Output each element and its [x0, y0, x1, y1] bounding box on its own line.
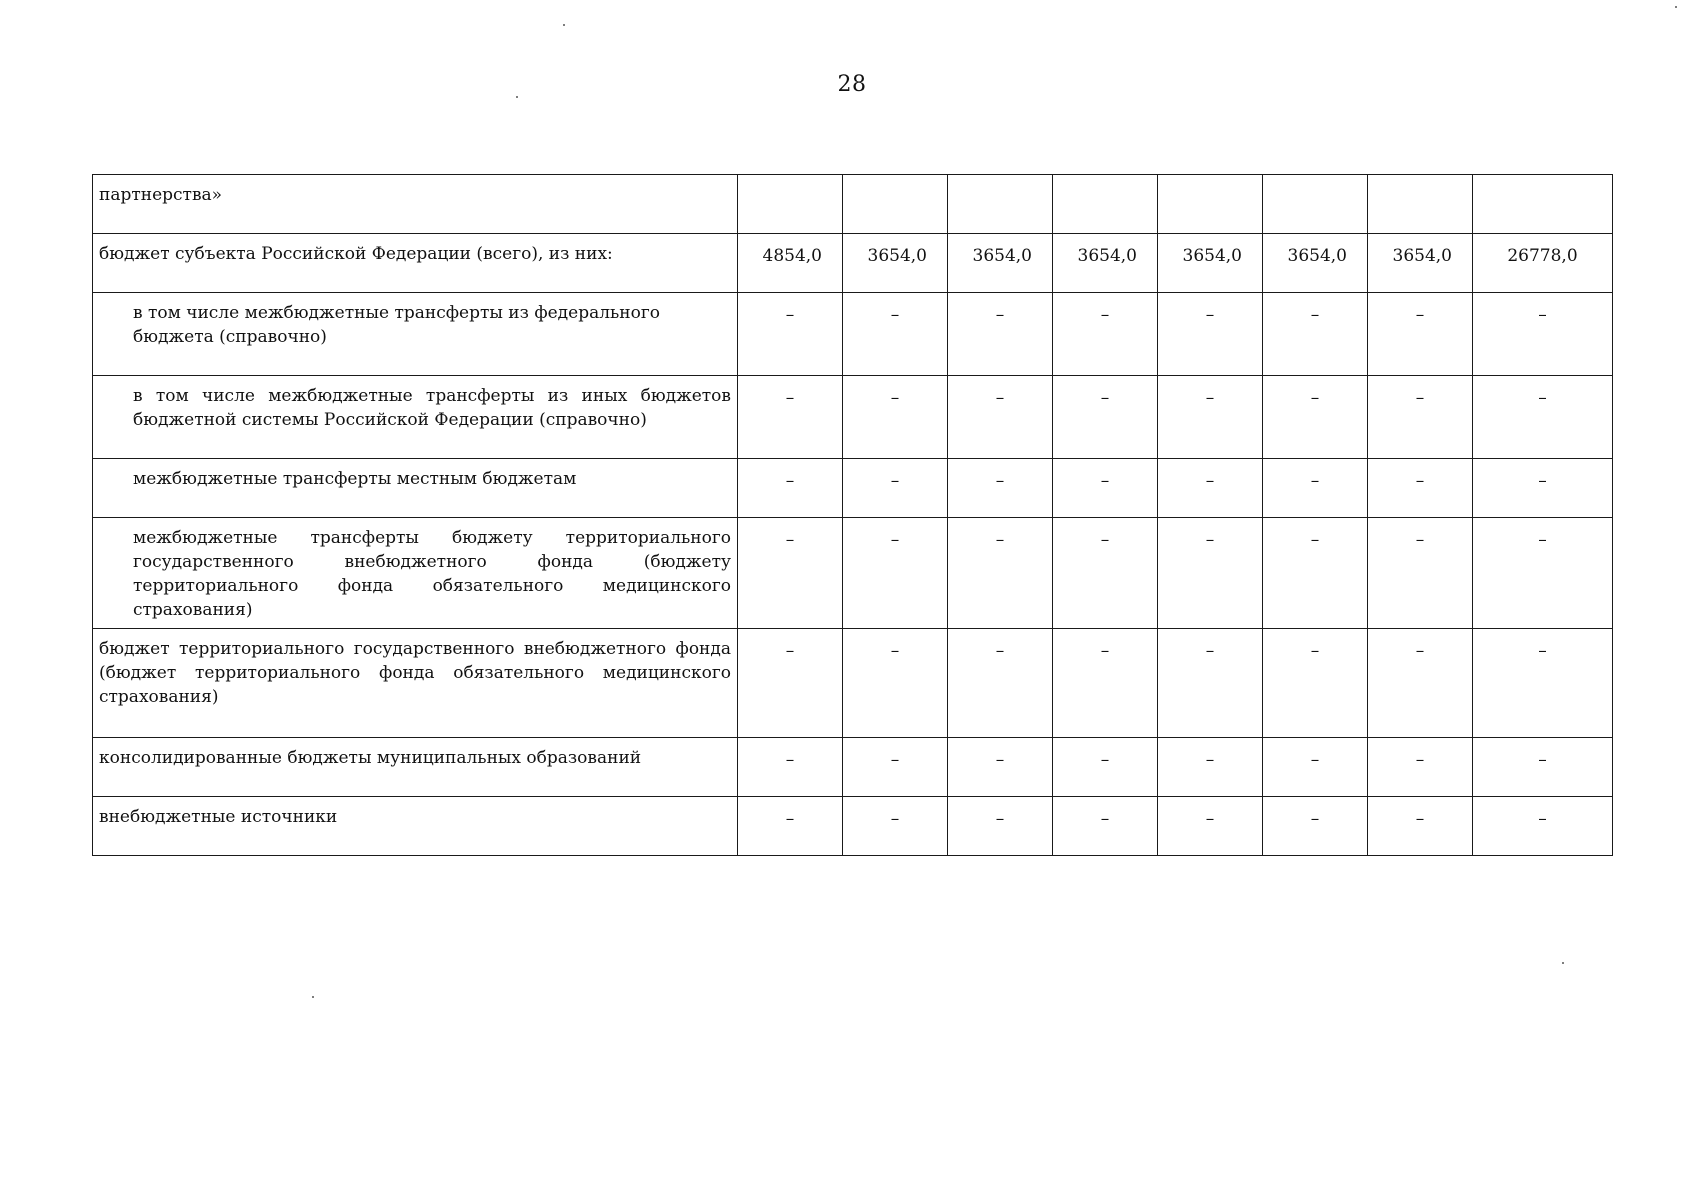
value-cell: –: [1368, 629, 1473, 738]
value-cell: –: [1473, 376, 1613, 459]
value-cell: –: [843, 518, 948, 629]
value-cell: –: [1158, 293, 1263, 376]
table-row: [93, 234, 1613, 293]
value-cell: –: [948, 518, 1053, 629]
value-cell: –: [1473, 459, 1613, 518]
scan-speck: [563, 24, 565, 26]
value-cell: –: [1158, 738, 1263, 797]
value-cell: –: [1368, 293, 1473, 376]
value-cell: –: [843, 376, 948, 459]
table-row: [93, 459, 1613, 518]
row-label: межбюджетные трансферты местным бюджетам: [93, 459, 738, 518]
value-cell: [738, 175, 843, 234]
value-cell: [1053, 175, 1158, 234]
value-cell: –: [738, 376, 843, 459]
budget-table: [92, 174, 1613, 856]
value-cell: 3654,0: [1368, 234, 1473, 293]
page-number: 28: [837, 72, 867, 97]
value-cell: –: [1263, 518, 1368, 629]
value-cell: [1368, 175, 1473, 234]
table-row: [93, 797, 1613, 856]
value-cell: [948, 175, 1053, 234]
value-cell: –: [948, 459, 1053, 518]
value-cell: 3654,0: [948, 234, 1053, 293]
row-label: бюджет территориального государственного внебюджетного фонда (бюджет территориального фонда обязательного медицинского страхования): [93, 629, 738, 738]
value-cell: [1473, 175, 1613, 234]
row-label: межбюджетные трансферты бюджету территориального государственного внебюджетного фонда (бюджету территориального фонда обязательного медицинского страхования): [93, 518, 738, 629]
value-cell: –: [1368, 459, 1473, 518]
value-cell: –: [738, 459, 843, 518]
value-cell: [1263, 175, 1368, 234]
value-cell: 4854,0: [738, 234, 843, 293]
value-cell: –: [1263, 459, 1368, 518]
value-cell: –: [843, 738, 948, 797]
value-cell: –: [948, 293, 1053, 376]
value-cell: –: [1473, 629, 1613, 738]
table-row: [93, 738, 1613, 797]
value-cell: [843, 175, 948, 234]
value-cell: –: [1158, 629, 1263, 738]
value-cell: –: [1053, 459, 1158, 518]
scan-speck: [1562, 962, 1564, 964]
row-label: в том числе межбюджетные трансферты из федерального бюджета (справочно): [93, 293, 738, 376]
value-cell: –: [1158, 797, 1263, 856]
value-cell: –: [738, 518, 843, 629]
value-cell: –: [1368, 376, 1473, 459]
value-cell: –: [1263, 293, 1368, 376]
value-cell: 3654,0: [1263, 234, 1368, 293]
value-cell: –: [1053, 797, 1158, 856]
value-cell: –: [843, 459, 948, 518]
value-cell: –: [948, 797, 1053, 856]
value-cell: –: [843, 629, 948, 738]
row-label: внебюджетные источники: [93, 797, 738, 856]
value-cell: –: [1473, 293, 1613, 376]
table-row: [93, 518, 1613, 629]
table-row: [93, 293, 1613, 376]
table-row: [93, 629, 1613, 738]
value-cell: –: [738, 738, 843, 797]
value-cell: –: [1263, 738, 1368, 797]
value-cell: –: [1368, 797, 1473, 856]
row-label: бюджет субъекта Российской Федерации (всего), из них:: [93, 234, 738, 293]
value-cell: –: [1473, 518, 1613, 629]
value-cell: –: [1263, 629, 1368, 738]
value-cell: –: [843, 797, 948, 856]
value-cell: 3654,0: [843, 234, 948, 293]
value-cell: –: [1473, 797, 1613, 856]
value-cell: –: [1158, 518, 1263, 629]
value-cell: –: [1053, 518, 1158, 629]
value-cell: –: [1368, 518, 1473, 629]
row-label: в том числе межбюджетные трансферты из иных бюджетов бюджетной системы Российской Федерации (справочно): [93, 376, 738, 459]
value-cell: –: [738, 629, 843, 738]
scan-speck: [1675, 6, 1677, 8]
value-cell: 3654,0: [1158, 234, 1263, 293]
value-cell: –: [948, 738, 1053, 797]
value-cell: –: [1263, 797, 1368, 856]
row-label: консолидированные бюджеты муниципальных образований: [93, 738, 738, 797]
value-cell: –: [1053, 376, 1158, 459]
value-cell: –: [1368, 738, 1473, 797]
value-cell: –: [1053, 293, 1158, 376]
scan-speck: [312, 996, 314, 998]
value-cell: [1158, 175, 1263, 234]
value-cell: –: [1053, 629, 1158, 738]
table-row: [93, 175, 1613, 234]
value-cell: –: [738, 797, 843, 856]
value-cell: 3654,0: [1053, 234, 1158, 293]
value-cell: –: [948, 376, 1053, 459]
value-cell: 26778,0: [1473, 234, 1613, 293]
value-cell: –: [1263, 376, 1368, 459]
value-cell: –: [1158, 459, 1263, 518]
scan-speck: [516, 96, 518, 98]
value-cell: –: [948, 629, 1053, 738]
value-cell: –: [738, 293, 843, 376]
value-cell: –: [1053, 738, 1158, 797]
value-cell: –: [1158, 376, 1263, 459]
value-cell: –: [1473, 738, 1613, 797]
value-cell: –: [843, 293, 948, 376]
table-row: [93, 376, 1613, 459]
row-label: партнерства»: [93, 175, 738, 234]
